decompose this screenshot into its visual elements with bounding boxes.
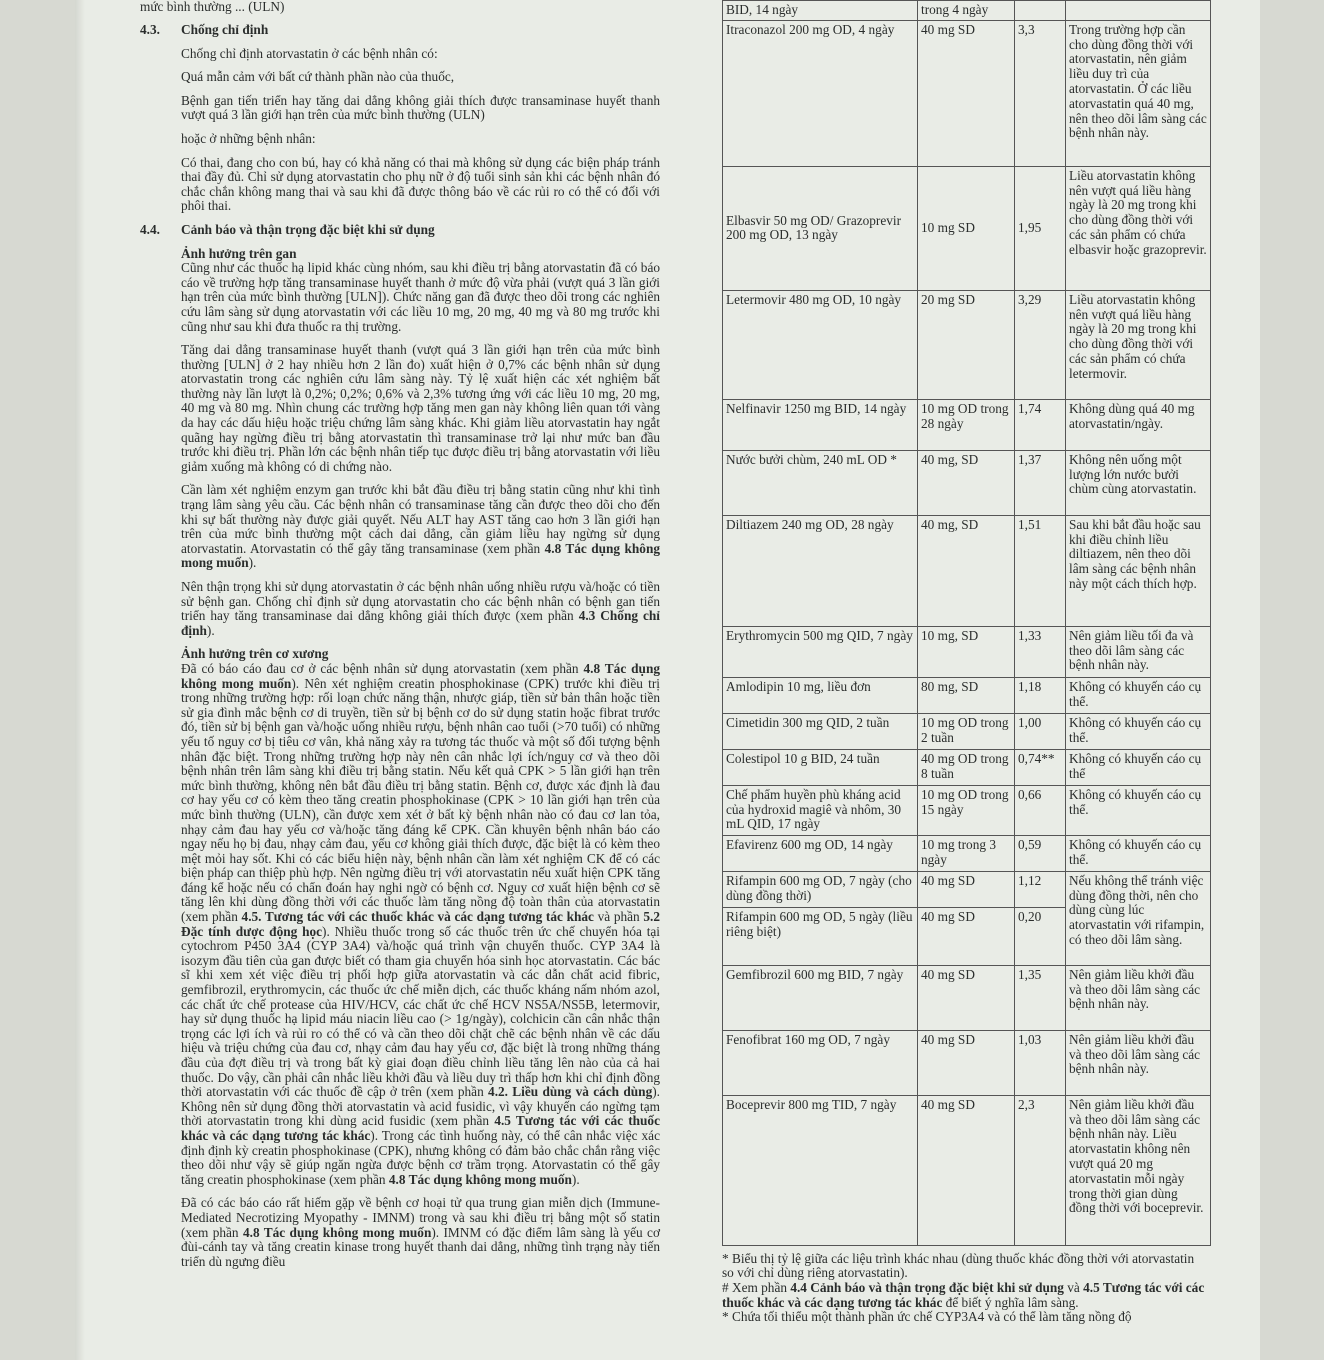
table-row bbox=[723, 1, 1211, 21]
recommendation-cell: Không có khuyến cáo cụ thể. bbox=[1066, 785, 1211, 835]
page-seam bbox=[75, 0, 85, 1360]
table-row bbox=[723, 166, 1211, 290]
footnote bbox=[722, 1281, 1206, 1310]
dose-cell: trong 4 ngày bbox=[918, 1, 1015, 21]
ratio-cell: 1,95 bbox=[1015, 166, 1066, 290]
dose-cell: 10 mg OD trong 28 ngày bbox=[918, 399, 1015, 450]
dose-cell: 40 mg, SD bbox=[918, 450, 1015, 515]
recommendation-cell: Không có khuyến cáo cụ thể bbox=[1066, 749, 1211, 785]
text-run: # Xem phần bbox=[722, 1279, 791, 1295]
section-number: 4.3. bbox=[140, 22, 160, 37]
drug-cell: Colestipol 10 g BID, 24 tuần bbox=[723, 749, 918, 785]
paragraph: Chống chỉ định atorvastatin ở các bệnh nhân có: bbox=[181, 45, 438, 61]
subheading-liver: Ảnh hưởng trên gan bbox=[181, 245, 297, 261]
table-row bbox=[723, 290, 1211, 399]
footnote: * Chứa tối thiểu một thành phần ức chế CYP3A4 và có thể làm tăng nồng độ bbox=[722, 1309, 1132, 1325]
drug-cell: Rifampin 600 mg OD, 7 ngày (cho dùng đồng thời) bbox=[723, 871, 918, 907]
paragraph: Bệnh gan tiến triển hay tăng dai dẳng không giải thích được transaminase huyết thanh vượt quá 3 lần giới hạn trên của mức bình thường (ULN) bbox=[181, 92, 660, 123]
table-row bbox=[723, 626, 1211, 677]
ratio-cell: 2,3 bbox=[1015, 1095, 1066, 1245]
ratio-cell: 0,74** bbox=[1015, 749, 1066, 785]
recommendation-cell: Sau khi bắt đầu hoặc sau khi điều chỉnh liều diltiazem, nên theo dõi lâm sàng các bệnh nhân này một cách thích hợp. bbox=[1066, 515, 1211, 626]
ratio-cell: 1,12 bbox=[1015, 871, 1066, 907]
cross-reference: 4.8 Tác dụng không mong muốn bbox=[388, 1171, 572, 1187]
recommendation-cell: Nên giảm liều khởi đầu và theo dõi lâm sàng các bệnh nhân này. bbox=[1066, 1030, 1211, 1095]
paragraph bbox=[140, 1196, 660, 1269]
ratio-cell: 3,3 bbox=[1015, 20, 1066, 166]
table-row bbox=[723, 450, 1211, 515]
section-4-3-heading bbox=[140, 23, 660, 38]
text-run: và bbox=[1063, 1279, 1084, 1295]
paragraph: Tăng dai dẳng transaminase huyết thanh (vượt quá 3 lần giới hạn trên của mức bình thường [ULN] ở 2 hay nhiều hơn 2 lần đo) xuất hiện ở 0,7% các bệnh nhân sử dụng atorvastatin trong các nghiên cứu lâm sàng này. Tỷ lệ xuất hiện các xét nghiệm bất thường này lần lượt là 0,2%; 0,2%; 0,6% và 2,3% tương ứng với các liều 10 mg, 20 mg, 40 mg và 80 mg. Nhìn chung các trường hợp tăng men gan này không liên quan tới vàng da hay các dấu hiệu hoặc triệu chứng lâm sàng khác. Khi giảm liều atorvastatin hay ngắt quãng hay ngừng điều trị bằng atorvastatin thì transaminase trở lại như mức ban đầu trước khi điều trị. Phần lớn các bệnh nhân tiếp tục được điều trị bằng atorvastatin với liều giảm xuống mà không có di chứng nào. bbox=[181, 342, 660, 474]
paragraph bbox=[140, 580, 660, 638]
text-run: ). Nhiều thuốc trong số các thuốc trên ức chế chuyển hóa tại cytochrom P450 3A4 (CYP 3A4) và/hoặc quá trình vận chuyển thuốc. CYP 3A4 là isozym đầu tiên của gan được biết có tham gia chuyển hóa sinh học atorvastatin. Các bác sĩ khi xem xét việc điều trị phối hợp giữa atorvastatin và các dẫn chất acid fibric, gemfibrozil, erythromycin, các thuốc ức chế miễn dịch, các thuốc kháng nấm nhóm azol, các chất ức chế protease của HIV/HCV, các chất ức chế HCV NS5A/NS5B, letermovir, hay sử dụng thuốc hạ lipid máu niacin liều cao (> 1g/ngày), colchicin cần cân nhắc thận trọng các lợi ích và rủi ro có thể có và cần theo dõi chặt chẽ các bệnh nhân về các dấu hiệu và triệu chứng của đau cơ, nhạy cảm đau hay yếu cơ, đặc biệt là trong những tháng đầu của đợt điều trị và trong bất kỳ giai đoạn điều chỉnh liều tăng lên nào của cả hai thuốc. Do vậy, cần phải cân nhắc liều khởi đầu và liều duy trì thấp hơn khi chỉ định đồng thời atorvastatin với các thuốc đề cập ở trên (xem phần bbox=[181, 923, 660, 1100]
dose-cell: 40 mg SD bbox=[918, 20, 1015, 166]
paragraph: Có thai, đang cho con bú, hay có khả năng có thai mà không sử dụng các biện pháp tránh thai đầy đủ. Chỉ sử dụng atorvastatin cho phụ nữ ở độ tuổi sinh sản khi các bệnh nhân đó chắc chắn không mang thai và sau khi đã được thông báo về các rủi ro có thể có đối với phôi thai. bbox=[181, 154, 660, 214]
dose-cell: 10 mg OD trong 2 tuần bbox=[918, 713, 1015, 749]
section-title: Chống chỉ định bbox=[181, 22, 269, 37]
table-row bbox=[723, 835, 1211, 871]
drug-cell: Fenofibrat 160 mg OD, 7 ngày bbox=[723, 1030, 918, 1095]
recommendation-cell: Không nên uống một lượng lớn nước bưởi chùm cùng atorvastatin. bbox=[1066, 450, 1211, 515]
drug-cell: Erythromycin 500 mg QID, 7 ngày bbox=[723, 626, 918, 677]
dose-cell: 10 mg trong 3 ngày bbox=[918, 835, 1015, 871]
table-row bbox=[723, 713, 1211, 749]
text-run: Cần làm xét nghiệm enzym gan trước khi bắt đầu điều trị bằng statin cũng như khi tình trạng lâm sàng yêu cầu. Các bệnh nhân có transaminase tăng cần được theo dõi cho đến khi sự bất thường này được giải quyết. Nếu ALT hay AST tăng cao hơn 3 lần giới hạn trên của mức bình thường một cách dai dẳng, cần giảm liều hay ngừng sử dụng atorvastatin. Atorvastatin có thể gây tăng transaminase (xem phần bbox=[181, 482, 660, 556]
text-run: ). Trong các tình huống này, có thể cân nhắc việc xác định định kỳ creatin phosphokinase (CPK), nhưng không có đảm bảo chắc chắn rằng việc theo dõi như vậy sẽ giúp ngăn ngừa được bệnh cơ trầm trọng. Atorvastatin có thể gây tăng creatin phosphokinase (xem phần bbox=[181, 1127, 660, 1187]
recommendation-cell: Nên giảm liều khởi đầu và theo dõi lâm sàng các bệnh nhân này. bbox=[1066, 965, 1211, 1030]
drug-cell: Letermovir 480 mg OD, 10 ngày bbox=[723, 290, 918, 399]
dose-cell: 20 mg SD bbox=[918, 290, 1015, 399]
paragraph: Quá mẫn cảm với bất cứ thành phần nào của thuốc, bbox=[181, 69, 455, 85]
dose-cell: 10 mg SD bbox=[918, 166, 1015, 290]
cross-reference: 4.2. Liều dùng và cách dùng bbox=[488, 1084, 653, 1100]
table-row bbox=[723, 965, 1211, 1030]
table-row bbox=[723, 1095, 1211, 1245]
table-footnotes bbox=[722, 1252, 1206, 1325]
text-run: ). bbox=[206, 622, 215, 638]
drug-cell: Chế phẩm huyền phù kháng acid của hydroxid magiê và nhôm, 30 mL QID, 17 ngày bbox=[723, 785, 918, 835]
paragraph: Cũng như các thuốc hạ lipid khác cùng nhóm, sau khi điều trị bằng atorvastatin đã có báo cáo về trường hợp tăng transaminase huyết thanh ở mức độ vừa phải (vượt quá 3 lần giới hạn trên của mức bình thường [ULN]). Chức năng gan đã được theo dõi trong các nghiên cứu lâm sàng sử dụng atorvastatin với các liều 10 mg, 20 mg, 40 mg và 80 mg trước khi cũng như sau khi đưa thuốc ra thị trường. bbox=[181, 260, 660, 334]
dose-cell: 40 mg SD bbox=[918, 907, 1015, 965]
dose-cell: 10 mg, SD bbox=[918, 626, 1015, 677]
recommendation-cell: Không có khuyến cáo cụ thể. bbox=[1066, 677, 1211, 713]
ratio-cell: 1,37 bbox=[1015, 450, 1066, 515]
cross-reference: 4.8 Tác dụng không mong muốn bbox=[181, 540, 660, 571]
dose-cell: 40 mg, SD bbox=[918, 515, 1015, 626]
recommendation-cell: Trong trường hợp cần cho dùng đồng thời với atorvastatin, nên giảm liều duy trì của atorvastatin. Ở các liều atorvastatin quá 40 mg, nên theo dõi lâm sàng các bệnh nhân này. bbox=[1066, 20, 1211, 166]
drug-cell: Amlodipin 10 mg, liều đơn bbox=[723, 677, 918, 713]
text-run: Đã có báo cáo đau cơ ở các bệnh nhân sử dụng atorvastatin (xem phần bbox=[181, 660, 584, 676]
dose-cell: 40 mg SD bbox=[918, 965, 1015, 1030]
dose-cell: 40 mg SD bbox=[918, 1095, 1015, 1245]
dose-cell: 40 mg SD bbox=[918, 871, 1015, 907]
drug-cell: Gemfibrozil 600 mg BID, 7 ngày bbox=[723, 965, 918, 1030]
drug-cell: Itraconazol 200 mg OD, 4 ngày bbox=[723, 20, 918, 166]
dose-cell: 40 mg SD bbox=[918, 1030, 1015, 1095]
recommendation-cell: Liều atorvastatin không nên vượt quá liều hàng ngày là 20 mg trong khi cho dùng đồng thời với các sản phẩm có chứa letermovir. bbox=[1066, 290, 1211, 399]
drug-cell: Efavirenz 600 mg OD, 14 ngày bbox=[723, 835, 918, 871]
cross-reference: 4.4 Cảnh báo và thận trọng đặc biệt khi sử dụng bbox=[790, 1279, 1064, 1295]
cross-reference: 4.5 Tương tác với các thuốc khác và các dạng tương tác khác bbox=[181, 1113, 660, 1143]
table-row bbox=[723, 749, 1211, 785]
text-run: Đã có các báo cáo rất hiếm gặp về bệnh cơ hoại tử qua trung gian miễn dịch (Immune-Mediated Necrotizing Myopathy - IMNM) trong và sau khi điều trị bằng một số statin (xem phần bbox=[181, 1195, 660, 1240]
paragraph: hoặc ở những bệnh nhân: bbox=[181, 130, 316, 146]
ratio-cell: 1,03 bbox=[1015, 1030, 1066, 1095]
text-run: ). bbox=[571, 1171, 580, 1187]
ratio-cell: 0,20 bbox=[1015, 907, 1066, 965]
text-run: ). Không nên sử dụng đồng thời atorvastatin và acid fusidic, vì vậy khuyến cáo ngừng tạm thời atorvastatin trong khi dùng acid fusidic (xem phần bbox=[181, 1084, 660, 1129]
text-run: ). Nên xét nghiệm creatin phosphokinase (CPK) trước khi điều trị trong những trường hợp: rối loạn chức năng thận, nhược giáp, tiền sử bản thân hoặc tiền sử gia đình mắc bệnh cơ di truyền, tiền sử bị bệnh cơ do sử dụng statin hoặc fibrat trước đó, tiền sử bị bệnh gan và/hoặc uống nhiều rượu, bệnh nhân cao tuổi (>70 tuổi) có những yếu tố nguy cơ bị tiêu cơ vân, khả năng xảy ra tương tác thuốc và một số đối tượng bệnh nhân đặc biệt. Trong những trường hợp này nên cân nhắc lợi ích/nguy cơ và theo dõi bệnh nhân trên lâm sàng khi điều trị bằng statin. Nếu kết quả CPK > 5 lần giới hạn trên mức bình thường, không nên bắt đầu điều trị bằng statin. Bệnh cơ, được xác định là đau cơ hay yếu cơ có kèm theo tăng creatin phosphokinase (CPK > 10 lần giới hạn trên của mức bình thường (ULN), cần được xem xét ở bất kỳ bệnh nhân nào có đau cơ lan tỏa, nhạy cảm đau hay yếu cơ và/hoặc tăng đáng kể CPK. Cần khuyên bệnh nhân báo cáo ngay nếu họ bị đau, nhạy cảm đau, yếu cơ không giải thích được, đặc biệt là có kèm theo mệt mỏi hay sốt. Khi có các biểu hiện này, bệnh nhân cần làm xét nghiệm CK để có các biện pháp can thiệp phù hợp. Nên ngừng điều trị với atorvastatin nếu xuất hiện CPK tăng đáng kể hoặc nếu có chẩn đoán hay nghi ngờ có bệnh cơ. Nguy cơ xuất hiện bệnh cơ sẽ tăng lên khi dùng đồng thời với các thuốc làm tăng nồng độ toàn thân của atorvastatin (xem phần bbox=[181, 675, 660, 925]
recommendation-cell: Không dùng quá 40 mg atorvastatin/ngày. bbox=[1066, 399, 1211, 450]
top-text-fragment: mức bình thường ... (ULN) bbox=[140, 0, 285, 14]
subheading-muscle: Ảnh hưởng trên cơ xương bbox=[181, 646, 329, 662]
drug-cell: Cimetidin 300 mg QID, 2 tuần bbox=[723, 713, 918, 749]
drug-cell: Boceprevir 800 mg TID, 7 ngày bbox=[723, 1095, 918, 1245]
ratio-cell bbox=[1015, 1, 1066, 21]
table-row bbox=[723, 871, 1211, 907]
drug-cell: Diltiazem 240 mg OD, 28 ngày bbox=[723, 515, 918, 626]
drug-cell: Nelfinavir 1250 mg BID, 14 ngày bbox=[723, 399, 918, 450]
interaction-table bbox=[722, 0, 1211, 1246]
dose-cell: 10 mg OD trong 15 ngày bbox=[918, 785, 1015, 835]
drug-cell: Nước bưởi chùm, 240 mL OD * bbox=[723, 450, 918, 515]
table-row bbox=[723, 515, 1211, 626]
text-run: ). bbox=[248, 555, 257, 571]
dose-cell: 80 mg, SD bbox=[918, 677, 1015, 713]
recommendation-cell: Liều atorvastatin không nên vượt quá liều hàng ngày là 20 mg trong khi cho dùng đồng thời với các sản phẩm có chứa elbasvir hoặc grazoprevir. bbox=[1066, 166, 1211, 290]
cross-reference: 4.5 Tương tác với các thuốc khác và các dạng tương tác khác bbox=[722, 1279, 1205, 1310]
table-row bbox=[723, 785, 1211, 835]
drug-cell: BID, 14 ngày bbox=[723, 1, 918, 21]
paragraph bbox=[140, 662, 660, 1187]
ratio-cell: 1,33 bbox=[1015, 626, 1066, 677]
ratio-cell: 0,59 bbox=[1015, 835, 1066, 871]
cross-reference: 4.3 Chống chỉ định bbox=[181, 608, 660, 638]
recommendation-cell bbox=[1066, 1, 1211, 21]
recommendation-cell: Nếu không thể tránh việc dùng đồng thời, nên cho dùng cùng lúc atorvastatin với rifampin, có theo dõi lâm sàng. bbox=[1066, 871, 1211, 965]
dose-cell: 40 mg OD trong 8 tuần bbox=[918, 749, 1015, 785]
ratio-cell: 1,74 bbox=[1015, 399, 1066, 450]
text-run: ). IMNM có đặc điểm lâm sàng là yếu cơ đùi-cánh tay và tăng creatin kinase trong huyết thanh dai dẳng, những tình trạng này tiến triển dù ngưng điều bbox=[181, 1224, 660, 1269]
text-run: và phần bbox=[593, 909, 644, 925]
right-column bbox=[722, 0, 1206, 1325]
footnote: * Biểu thị tỷ lệ giữa các liệu trình khác nhau (dùng thuốc khác đồng thời với atorvastatin so với chỉ dùng riêng atorvastatin). bbox=[722, 1250, 1195, 1281]
paragraph bbox=[140, 483, 660, 571]
table-row bbox=[723, 1030, 1211, 1095]
section-title: Cảnh báo và thận trọng đặc biệt khi sử dụng bbox=[181, 221, 435, 237]
drug-cell: Rifampin 600 mg OD, 5 ngày (liều riêng biệt) bbox=[723, 907, 918, 965]
recommendation-cell: Nên giảm liều tối đa và theo dõi lâm sàng các bệnh nhân này. bbox=[1066, 626, 1211, 677]
cross-reference: 5.2 Đặc tính dược động học bbox=[181, 909, 660, 939]
recommendation-cell: Nên giảm liều khởi đầu và theo dõi lâm sàng các bệnh nhân này. Liều atorvastatin không nên vượt quá 20 mg atorvastatin mỗi ngày trong thời gian dùng đồng thời với boceprevir. bbox=[1066, 1095, 1211, 1245]
recommendation-cell: Không có khuyến cáo cụ thể. bbox=[1066, 835, 1211, 871]
ratio-cell: 1,51 bbox=[1015, 515, 1066, 626]
recommendation-cell: Không có khuyến cáo cụ thể. bbox=[1066, 713, 1211, 749]
ratio-cell: 1,18 bbox=[1015, 677, 1066, 713]
cross-reference: 4.8 Tác dụng không mong muốn bbox=[242, 1224, 432, 1240]
left-column bbox=[140, 0, 660, 1278]
cross-reference: 4.8 Tác dụng không mong muốn bbox=[181, 660, 660, 691]
cross-reference: 4.5. Tương tác với các thuốc khác và các dạng tương tác khác bbox=[241, 909, 594, 925]
ratio-cell: 3,29 bbox=[1015, 290, 1066, 399]
ratio-cell: 1,00 bbox=[1015, 713, 1066, 749]
section-4-4-heading bbox=[140, 223, 660, 238]
text-run: để biết ý nghĩa lâm sàng. bbox=[942, 1294, 1079, 1310]
ratio-cell: 1,35 bbox=[1015, 965, 1066, 1030]
drug-cell: Elbasvir 50 mg OD/ Grazoprevir 200 mg OD, 13 ngày bbox=[723, 166, 918, 290]
section-number: 4.4. bbox=[140, 221, 160, 237]
table-row bbox=[723, 20, 1211, 166]
table-row bbox=[723, 677, 1211, 713]
table-row bbox=[723, 399, 1211, 450]
text-run: Nên thận trọng khi sử dụng atorvastatin ở các bệnh nhân uống nhiều rượu và/hoặc có tiền sử bệnh gan. Chống chỉ định sử dụng atorvastatin cho các bệnh nhân có bệnh gan tiến triển hay tăng transaminase dai dẳng không giải thích được (xem phần bbox=[181, 579, 660, 624]
ratio-cell: 0,66 bbox=[1015, 785, 1066, 835]
